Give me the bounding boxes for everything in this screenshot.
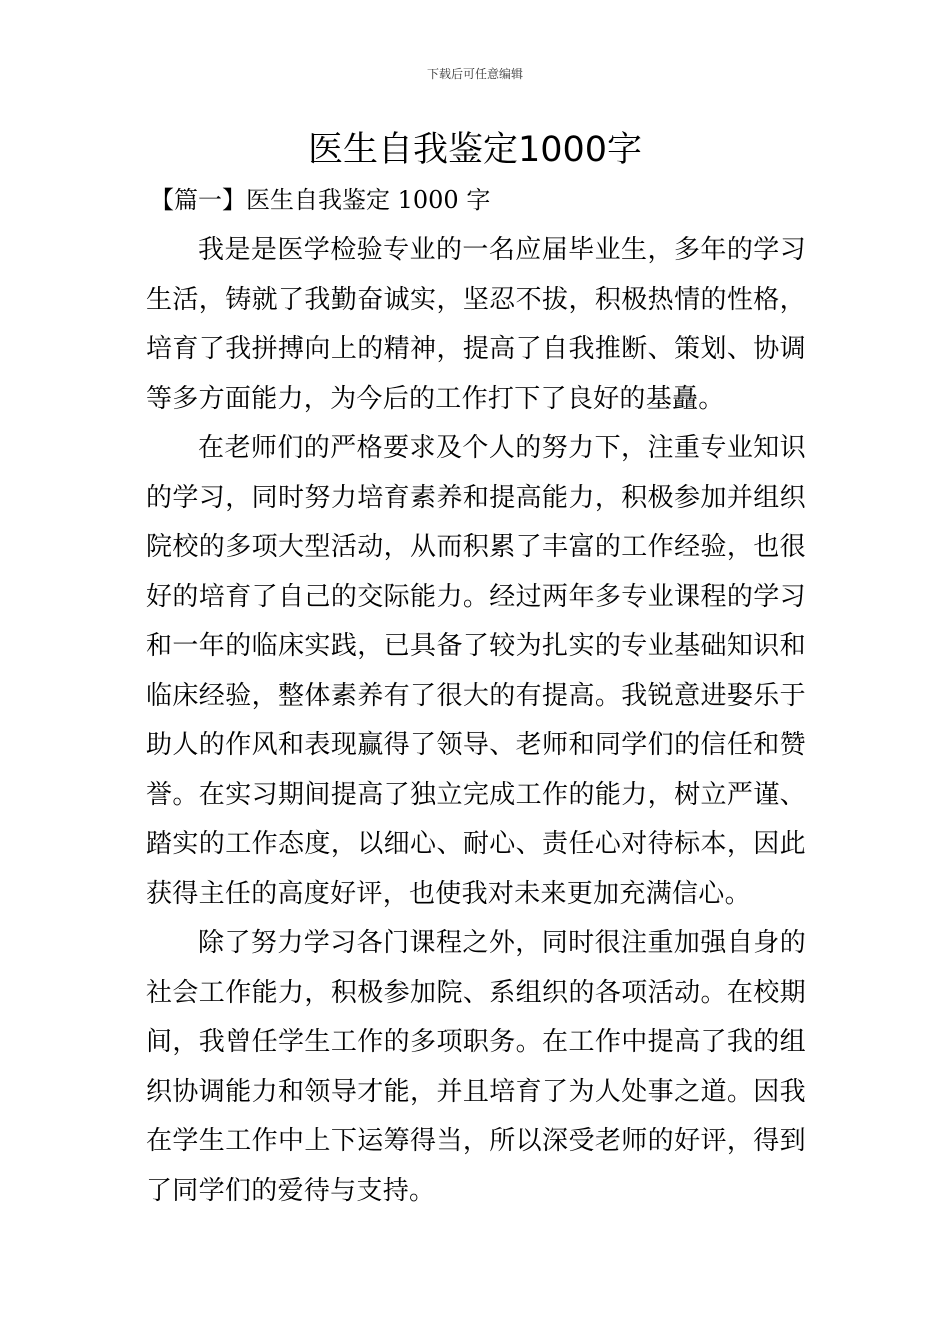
body-paragraph: 除了努力学习各门课程之外，同时很注重加强自身的社会工作能力，积极参加院、系组织的各项活动。在校期间，我曾任学生工作的多项职务。在工作中提高了我的组织协调能力和领导才能，并且培育了为人处事之道。因我在学生工作中上下运筹得当，所以深受老师的好评，得到了同学们的爱待与支持。 — [146, 928, 806, 1206]
body-paragraph: 我是是医学检验专业的一名应届毕业生，多年的学习生活，铸就了我勤奋诚实，坚忍不拔，积极热情的性格，培育了我拼搏向上的精神，提高了自我推断、策划、协调等多方面能力，为今后的工作打下了良好的基矗。 — [146, 235, 806, 414]
section-heading: 【篇一】医生自我鉴定 1000 字 — [150, 186, 491, 214]
body-paragraph: 在老师们的严格要求及个人的努力下，注重专业知识的学习，同时努力培育素养和提高能力，积极参加并组织院校的多项大型活动，从而积累了丰富的工作经验，也很好的培育了自己的交际能力。经过两年多专业课程的学习和一年的临床实践，已具备了较为扎实的专业基础知识和临床经验，整体素养有了很大的有提高。我锐意进娶乐于助人的作风和表现赢得了领导、老师和同学们的信任和赞誉。在实习期间提高了独立完成工作的能力，树立严谨、踏实的工作态度，以细心、耐心、责任心对待标本，因此获得主任的高度好评，也使我对未来更加充满信心。 — [146, 433, 806, 909]
page-header-note: 下载后可任意编辑 — [426, 67, 523, 81]
page-title: 医生自我鉴定1000字 — [307, 130, 643, 170]
